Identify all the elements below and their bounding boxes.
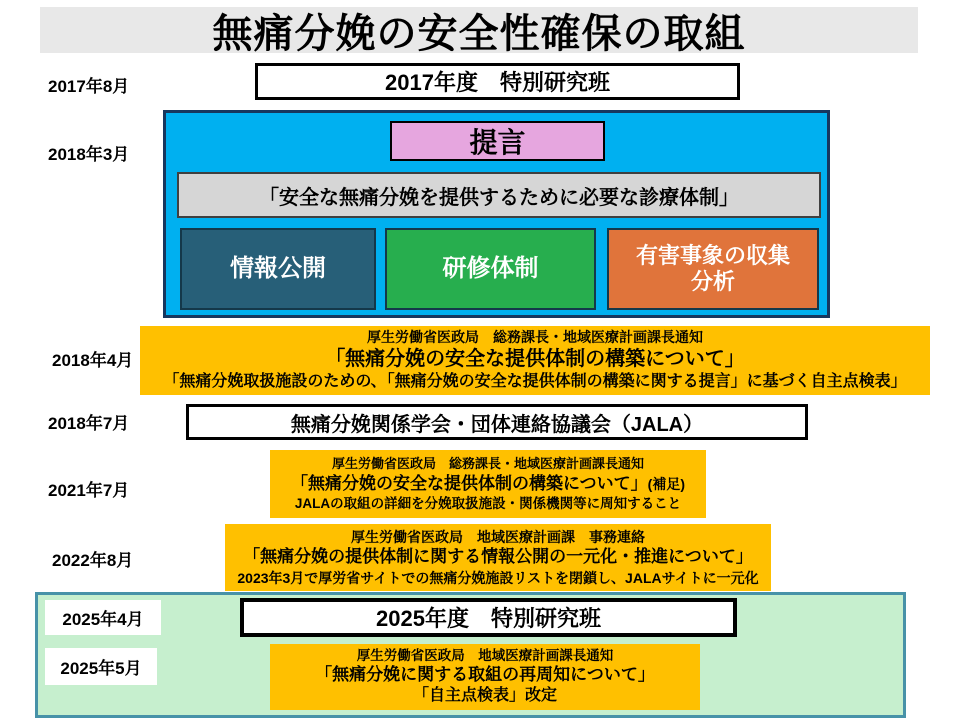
notice-2021-07-title-main: 「無痛分娩の安全な提供体制の構築について」 (291, 473, 648, 493)
date-label-2022-08: 2022年8月 (52, 551, 134, 570)
notice-2025-05 (270, 644, 700, 710)
notice-2018-04-title: 「無痛分娩の安全な提供体制の構築について」 (325, 348, 745, 371)
notice-2018-04-header: 厚生労働省医政局 総務課長・地域医療計画課長通知 (367, 329, 703, 345)
page-title: 無痛分娩の安全性確保の取組 (40, 7, 918, 53)
pillar-information-disclosure-label: 情報公開 (230, 254, 326, 282)
notice-2022-08 (225, 524, 771, 591)
date-label-2021-07: 2021年7月 (48, 481, 130, 500)
notice-2022-08-header: 厚生労働省医政局 地域医療計画課 事務連絡 (351, 529, 645, 546)
notice-2025-05-title: 「無痛分娩に関する取組の再周知について」 (315, 665, 655, 685)
special-research-2017-box: 2017年度 特別研究班 (255, 63, 740, 100)
care-system-box: 「安全な無痛分娩を提供するために必要な診療体制」 (177, 172, 821, 218)
notice-2025-05-note: 「自主点検表」改定 (412, 687, 557, 705)
jala-council-box: 無痛分娩関係学会・団体連絡協議会（JALA） (186, 404, 808, 440)
proposal-box: 提言 (390, 121, 605, 161)
notice-2025-05-header: 厚生労働省医政局 地域医療計画課長通知 (356, 647, 614, 663)
date-label-2025-04: 2025年4月 (45, 600, 161, 635)
pillar-adverse-events-line1: 有害事象の収集 (635, 242, 790, 268)
pillar-adverse-events (607, 228, 819, 310)
notice-2021-07-title-suffix: (補足) (647, 475, 685, 492)
notice-2018-04-note: 「無痛分娩取扱施設のための、「無痛分娩の安全な提供体制の構築に関する提言」に基づく自主点検表」 (163, 373, 907, 391)
pillar-training-system (385, 228, 596, 310)
notice-2018-04 (140, 326, 930, 395)
notice-2021-07-title (291, 473, 685, 495)
notice-2022-08-title: 「無痛分娩の提供体制に関する情報公開の一元化・推進について」 (243, 547, 753, 567)
pillar-information-disclosure (180, 228, 376, 310)
date-label-2025-05: 2025年5月 (45, 648, 157, 685)
pillar-training-system-label: 研修体制 (442, 254, 539, 282)
date-label-2018-07: 2018年7月 (48, 414, 130, 433)
date-label-2018-03: 2018年3月 (48, 145, 130, 164)
date-label-2017-08: 2017年8月 (48, 77, 130, 96)
notice-2021-07 (270, 450, 706, 518)
special-research-2025-box: 2025年度 特別研究班 (240, 598, 737, 637)
notice-2021-07-header: 厚生労働省医政局 総務課長・地域医療計画課長通知 (331, 455, 644, 471)
notice-2022-08-note: 2023年3月で厚労省サイトでの無痛分娩施設リストを閉鎖し、JALAサイトに一元化 (237, 569, 759, 586)
date-label-2018-04: 2018年4月 (52, 351, 134, 370)
pillar-adverse-events-line2: 分析 (690, 269, 735, 294)
notice-2021-07-note: JALAの取組の詳細を分娩取扱施設・関係機関等に周知すること (294, 495, 682, 511)
